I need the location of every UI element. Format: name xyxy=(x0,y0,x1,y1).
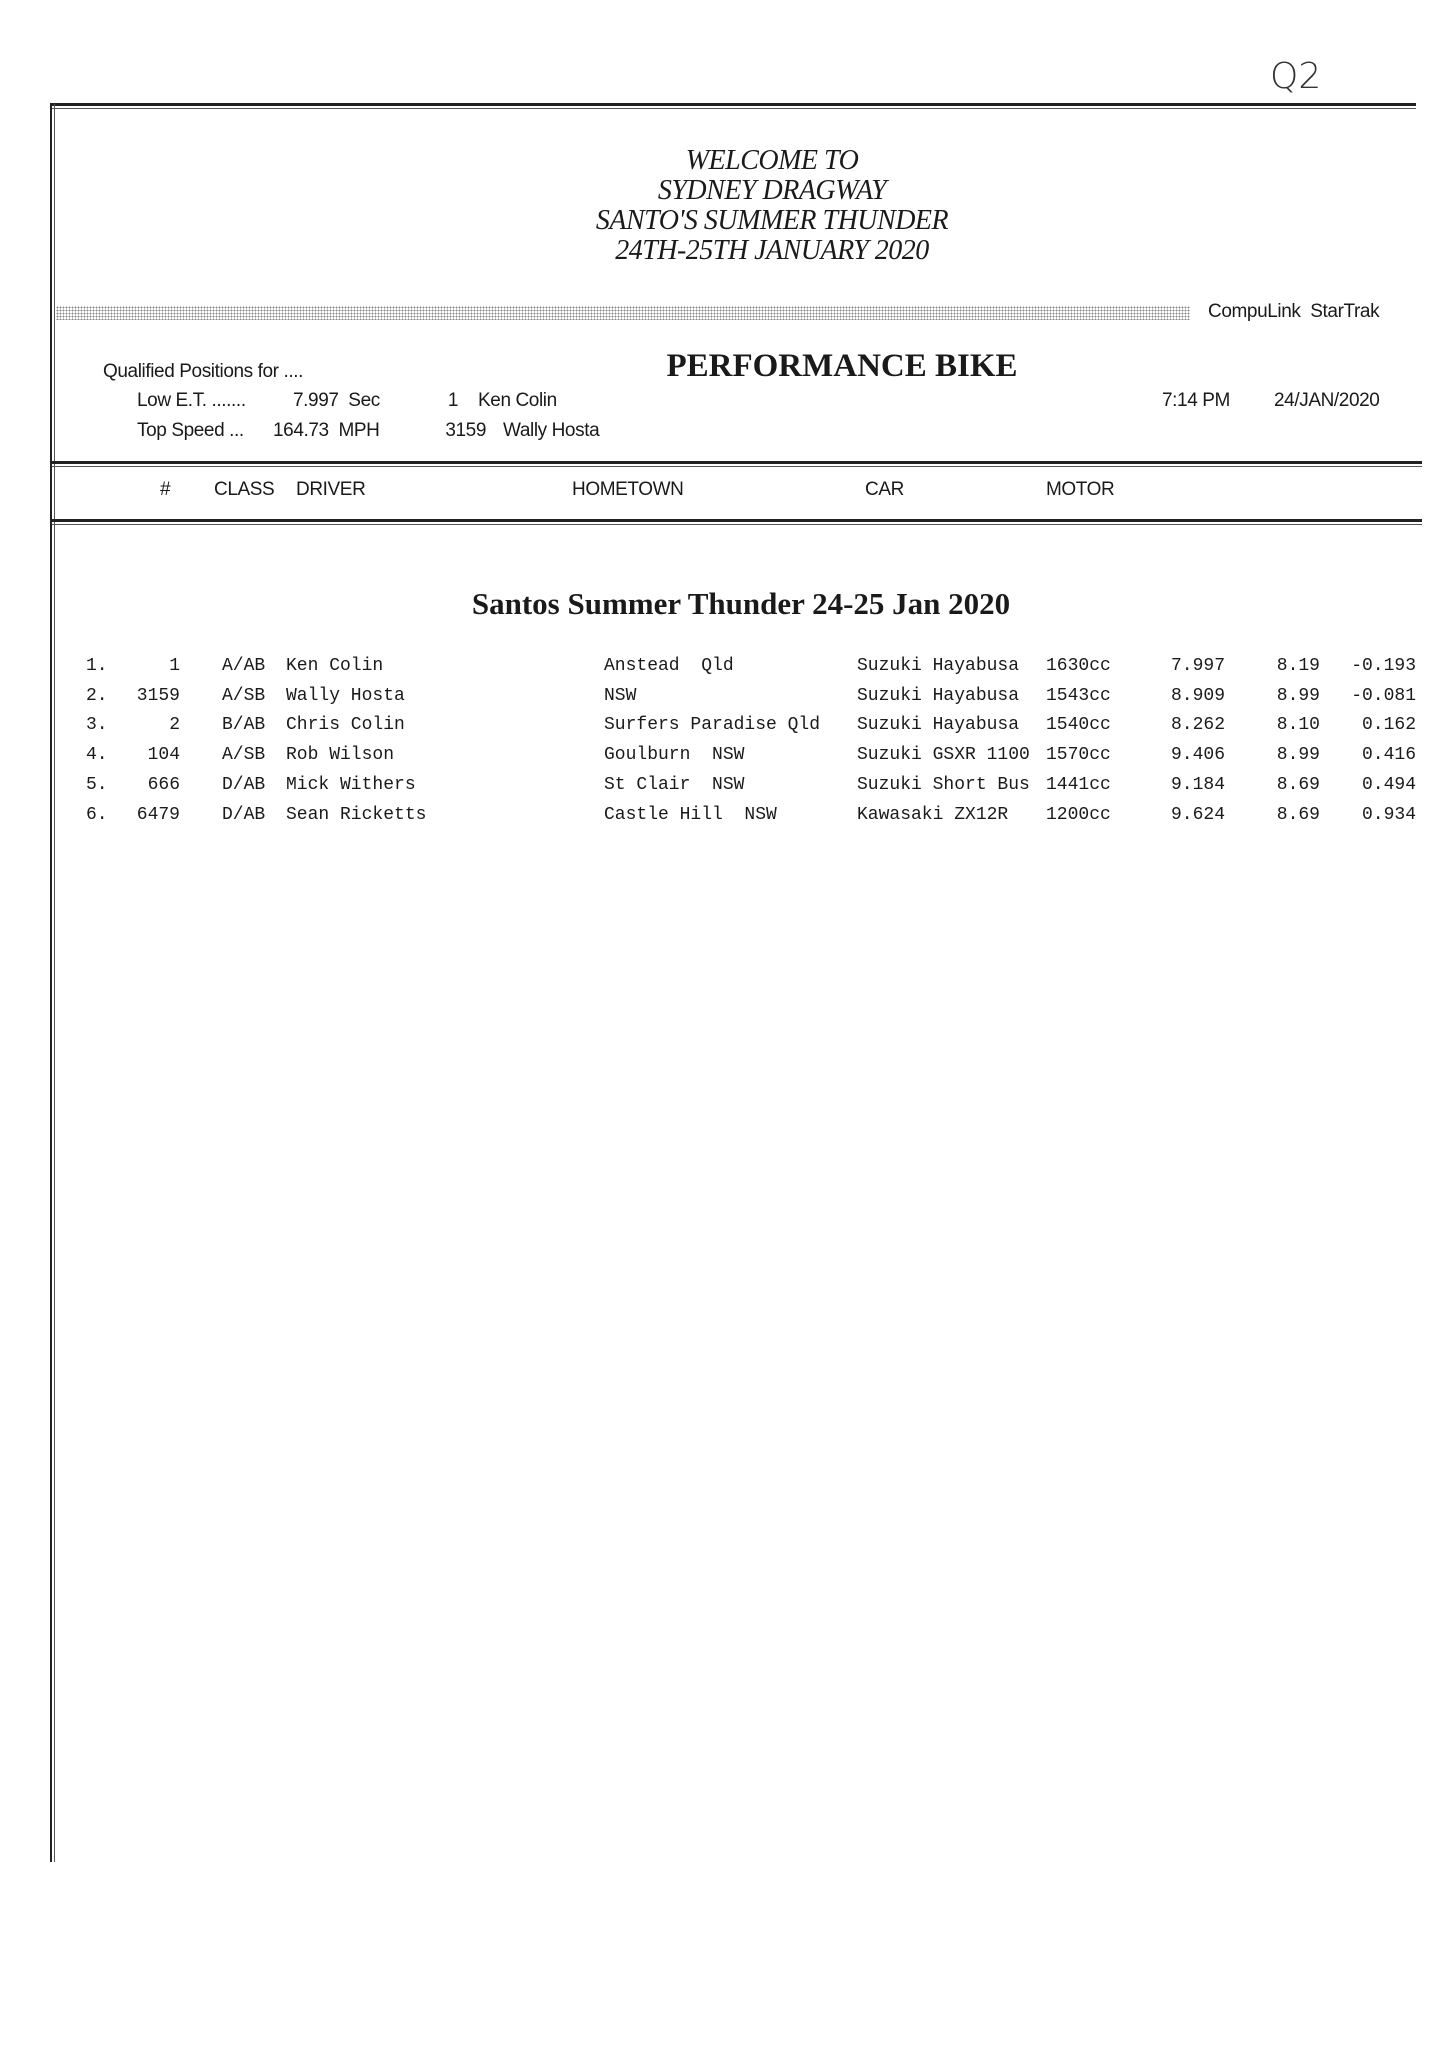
welcome-line: 24TH-25TH JANUARY 2020 xyxy=(615,235,929,266)
cell-et: 7.997 xyxy=(1170,656,1225,676)
cell-dial: 8.10 xyxy=(1276,715,1320,736)
top-speed-value: 164.73 MPH xyxy=(273,420,380,441)
cell-pos: 3. xyxy=(86,715,108,736)
cell-motor: 1441cc xyxy=(1046,774,1111,795)
cell-driver: Ken Colin xyxy=(286,656,384,676)
top-speed-driver: Wally Hosta xyxy=(503,420,600,441)
cell-driver: Mick Withers xyxy=(286,774,416,795)
cell-diff: -0.081 xyxy=(1351,685,1416,706)
cell-motor: 1540cc xyxy=(1046,715,1111,736)
cell-motor: 1570cc xyxy=(1046,745,1111,766)
cell-diff: 0.416 xyxy=(1361,745,1416,766)
top-speed-label: Top Speed ... xyxy=(137,420,244,441)
low-et-value: 7.997 Sec xyxy=(293,390,380,411)
cell-hometown: Goulburn NSW xyxy=(604,745,745,766)
cell-hometown: NSW xyxy=(604,685,637,706)
cell-hometown: St Clair NSW xyxy=(604,774,745,795)
cell-pos: 6. xyxy=(86,804,108,825)
cell-class: D/AB xyxy=(222,804,266,825)
cell-driver: Rob Wilson xyxy=(286,745,395,766)
header-driver: DRIVER xyxy=(296,479,366,500)
cell-car: Suzuki Hayabusa xyxy=(857,656,1020,676)
cell-diff: 0.494 xyxy=(1361,774,1416,795)
cell-diff: -0.193 xyxy=(1351,656,1416,676)
results-subtitle: Santos Summer Thunder 24-25 Jan 2020 xyxy=(471,586,1011,621)
dotted-band xyxy=(56,306,1190,320)
cell-dial: 8.69 xyxy=(1276,804,1320,825)
cell-dial: 8.19 xyxy=(1276,656,1320,676)
cell-motor: 1543cc xyxy=(1046,685,1111,706)
cell-car: Suzuki Hayabusa xyxy=(857,685,1020,706)
cell-pos: 1. xyxy=(86,656,108,676)
cell-motor: 1200cc xyxy=(1046,804,1111,825)
cell-hometown: Surfers Paradise Qld xyxy=(604,715,821,736)
cell-driver: Wally Hosta xyxy=(286,685,405,706)
low-et-driver: Ken Colin xyxy=(478,390,557,411)
cell-pos: 4. xyxy=(86,745,108,766)
header-hometown: HOMETOWN xyxy=(572,479,684,500)
cell-et: 9.624 xyxy=(1170,804,1225,825)
cell-hometown: Castle Hill NSW xyxy=(604,804,777,825)
cell-motor: 1630cc xyxy=(1046,656,1111,676)
low-et-number: 1 xyxy=(447,390,458,411)
left-border xyxy=(50,104,55,1862)
cell-dial: 8.69 xyxy=(1276,774,1320,795)
cell-num: 1 xyxy=(169,656,180,676)
cell-class: A/SB xyxy=(222,745,266,766)
welcome-line: SYDNEY DRAGWAY xyxy=(657,175,887,206)
cell-class: D/AB xyxy=(222,774,266,795)
report-date: 24/JAN/2020 xyxy=(1274,390,1380,411)
low-et-label: Low E.T. ....... xyxy=(137,390,246,411)
report-time: 7:14 PM xyxy=(1162,390,1230,411)
qualified-label: Qualified Positions for .... xyxy=(103,361,304,382)
cell-car: Suzuki Short Bus xyxy=(857,774,1030,795)
cell-num: 104 xyxy=(147,745,180,766)
cell-class: A/SB xyxy=(222,685,266,706)
cell-et: 8.262 xyxy=(1170,715,1225,736)
header-motor: MOTOR xyxy=(1046,479,1115,500)
header-num: # xyxy=(160,479,171,500)
cell-num: 3159 xyxy=(136,685,180,706)
cell-car: Suzuki GSXR 1100 xyxy=(857,745,1030,766)
header-divider-top xyxy=(52,461,1422,467)
class-title: PERFORMANCE BIKE xyxy=(666,348,1018,384)
cell-num: 6479 xyxy=(136,804,180,825)
cell-diff: 0.162 xyxy=(1361,715,1416,736)
cell-num: 2 xyxy=(169,715,180,736)
welcome-header xyxy=(572,146,972,266)
header-car: CAR xyxy=(865,479,904,500)
top-border xyxy=(50,103,1416,109)
top-speed-number: 3159 xyxy=(445,420,486,441)
cell-dial: 8.99 xyxy=(1276,745,1320,766)
cell-pos: 5. xyxy=(86,774,108,795)
cell-pos: 2. xyxy=(86,685,108,706)
system-name: CompuLink StarTrak xyxy=(1208,301,1380,322)
header-class: CLASS xyxy=(214,479,275,500)
welcome-line: SANTO'S SUMMER THUNDER xyxy=(595,205,949,236)
header-divider-bottom xyxy=(52,519,1422,525)
cell-et: 9.406 xyxy=(1170,745,1225,766)
cell-car: Kawasaki ZX12R xyxy=(857,804,1009,825)
cell-num: 666 xyxy=(147,774,180,795)
welcome-line: WELCOME TO xyxy=(685,145,859,176)
cell-diff: 0.934 xyxy=(1361,804,1416,825)
cell-hometown: Anstead Qld xyxy=(604,656,734,676)
cell-dial: 8.99 xyxy=(1276,685,1320,706)
cell-driver: Chris Colin xyxy=(286,715,405,736)
cell-driver: Sean Ricketts xyxy=(286,804,427,825)
cell-class: A/AB xyxy=(222,656,266,676)
cell-car: Suzuki Hayabusa xyxy=(857,715,1020,736)
cell-class: B/AB xyxy=(222,715,266,736)
handwritten-mark: Q2 xyxy=(1270,56,1322,97)
cell-et: 8.909 xyxy=(1170,685,1225,706)
cell-et: 9.184 xyxy=(1170,774,1225,795)
